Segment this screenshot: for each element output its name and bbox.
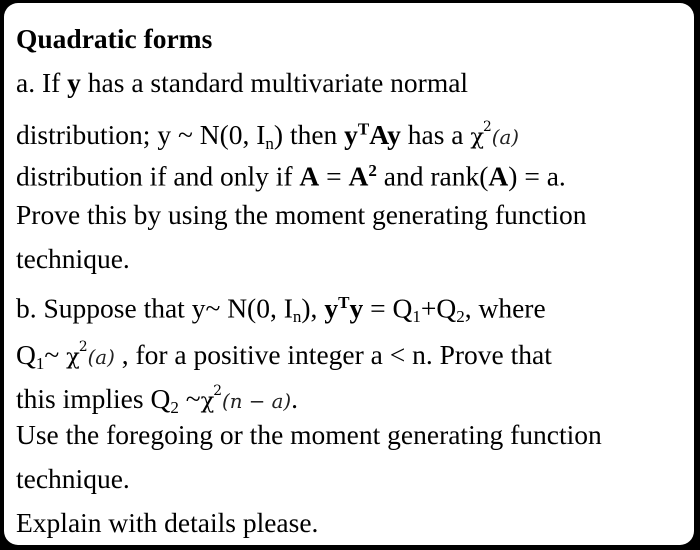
chi-argument: (n − a) <box>222 390 292 414</box>
subscript: 2 <box>456 307 465 327</box>
text: ~ <box>44 339 67 371</box>
text: distribution if and only if <box>16 160 300 192</box>
text: has a <box>400 119 471 151</box>
part-b-line-1 <box>16 281 686 325</box>
superscript: 2 <box>483 119 492 135</box>
text: , for a positive integer a < n. Prove that <box>114 339 552 371</box>
document-page <box>4 3 694 545</box>
part-b-line-5: technique. <box>16 463 130 494</box>
part-a-line-4: Prove this by using the moment generating function <box>16 199 587 230</box>
subscript: 1 <box>35 353 45 373</box>
text: ) = a. <box>508 160 566 192</box>
text: has a standard multivariate normal <box>80 67 469 98</box>
text: A <box>348 160 369 192</box>
chi-symbol: χ <box>66 344 80 371</box>
chi-argument: (a) <box>491 126 520 150</box>
superscript: 2 <box>213 383 223 399</box>
superscript: T <box>357 119 370 139</box>
part-a-line-1 <box>16 61 686 105</box>
chi-symbol: χ <box>200 388 215 415</box>
text: y <box>344 119 358 151</box>
part-b-line-2 <box>16 325 686 373</box>
text: y <box>349 292 364 324</box>
text: distribution; y ~ N(0, I <box>16 119 266 151</box>
subscript: n <box>292 307 302 327</box>
part-b-line-3 <box>16 369 686 417</box>
part-b-line-6: Explain with details please. <box>16 507 319 538</box>
superscript: T <box>338 293 350 312</box>
part-b-line-4: Use the foregoing or the moment generating function <box>16 419 602 450</box>
text: ) then <box>273 119 345 151</box>
subscript: 1 <box>412 307 421 327</box>
part-a-line-3 <box>16 149 686 193</box>
superscript: 2 <box>368 161 377 180</box>
text: ), <box>301 292 325 324</box>
text: Q <box>16 339 36 371</box>
subscript: n <box>265 133 274 153</box>
subscript: 2 <box>170 397 179 417</box>
chi-argument: (a) <box>87 346 115 370</box>
doc-title: Quadratic forms <box>16 23 213 54</box>
chi-symbol: χ <box>470 124 485 151</box>
text: . <box>291 383 299 415</box>
text: y <box>324 292 339 324</box>
part-a-line-5: technique. <box>16 243 130 274</box>
text: b. Suppose that y~ N(0, I <box>16 292 293 324</box>
text: ~ <box>178 383 201 415</box>
document-body <box>16 17 686 545</box>
text: A <box>488 160 509 192</box>
text: +Q <box>420 292 457 324</box>
text: = <box>319 160 349 192</box>
text: Ay <box>369 119 401 151</box>
text: this implies Q <box>16 383 171 415</box>
text: a. If <box>16 67 68 98</box>
part-a-line-2 <box>16 105 686 153</box>
text: A <box>299 160 320 192</box>
text: y <box>67 67 81 98</box>
text: = Q <box>363 292 413 324</box>
superscript: 2 <box>78 339 88 355</box>
text: and rank( <box>376 160 489 192</box>
text: , where <box>464 292 546 324</box>
